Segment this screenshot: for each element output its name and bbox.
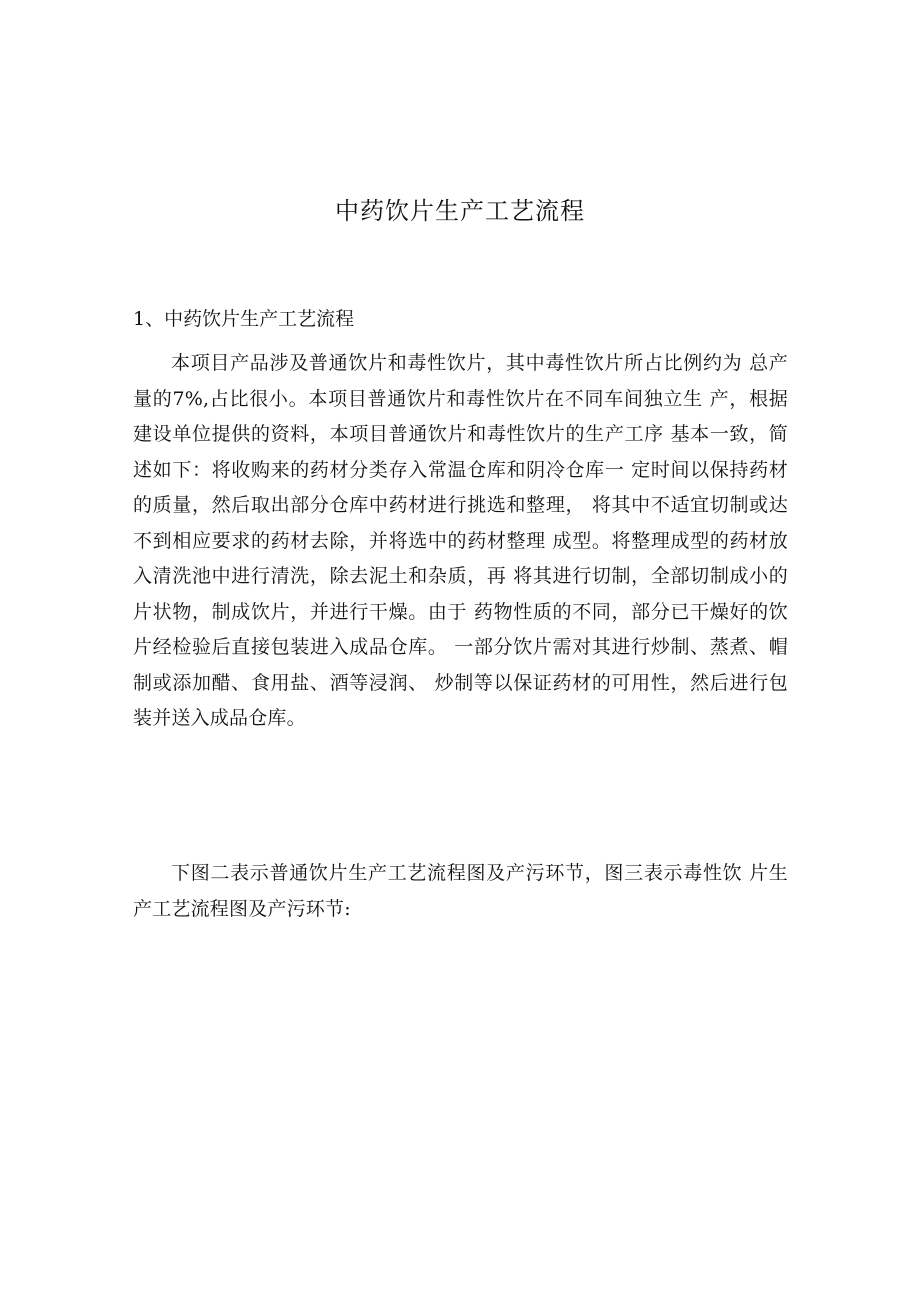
body-paragraph-process-description: 本项目产品涉及普通饮片和毒性饮片，其中毒性饮片所占比例约为 总产量的7%,占比很小。本项目普通饮片和毒性饮片在不同车间独立生 产，根据建设单位提供的资料，本项目普通饮片和毒性饮片的生产工序 基本一致，简述如下：将收购来的药材分类存入常温仓库和阴冷仓库一 定时间以保持药材的质量，然后取出部分仓库中药材进行挑选和整理， 将其中不适宜切制或达不到相应要求的药材去除，并将选中的药材整理 成型。将整理成型的药材放入清洗池中进行清洗，除去泥土和杂质，再 将其进行切制，全部切制成小的片状物，制成饮片，并进行干燥。由于 药物性质的不同，部分已干燥好的饮片经检验后直接包装进入成品仓库。 一部分饮片需对其进行炒制、蒸煮、帽制或添加醋、食用盐、酒等浸润、 炒制等以保证药材的可用性，然后进行包装并送入成品仓库。 <box>133 352 788 729</box>
body-paragraph-figure-reference: 下图二表示普通饮片生产工艺流程图及产污环节，图三表示毒性饮 片生产工艺流程图及产污环节: <box>133 862 788 920</box>
page-title: 中药饮片生产工艺流程 <box>335 197 585 225</box>
section-heading: 1、中药饮片生产工艺流程 <box>133 308 355 330</box>
